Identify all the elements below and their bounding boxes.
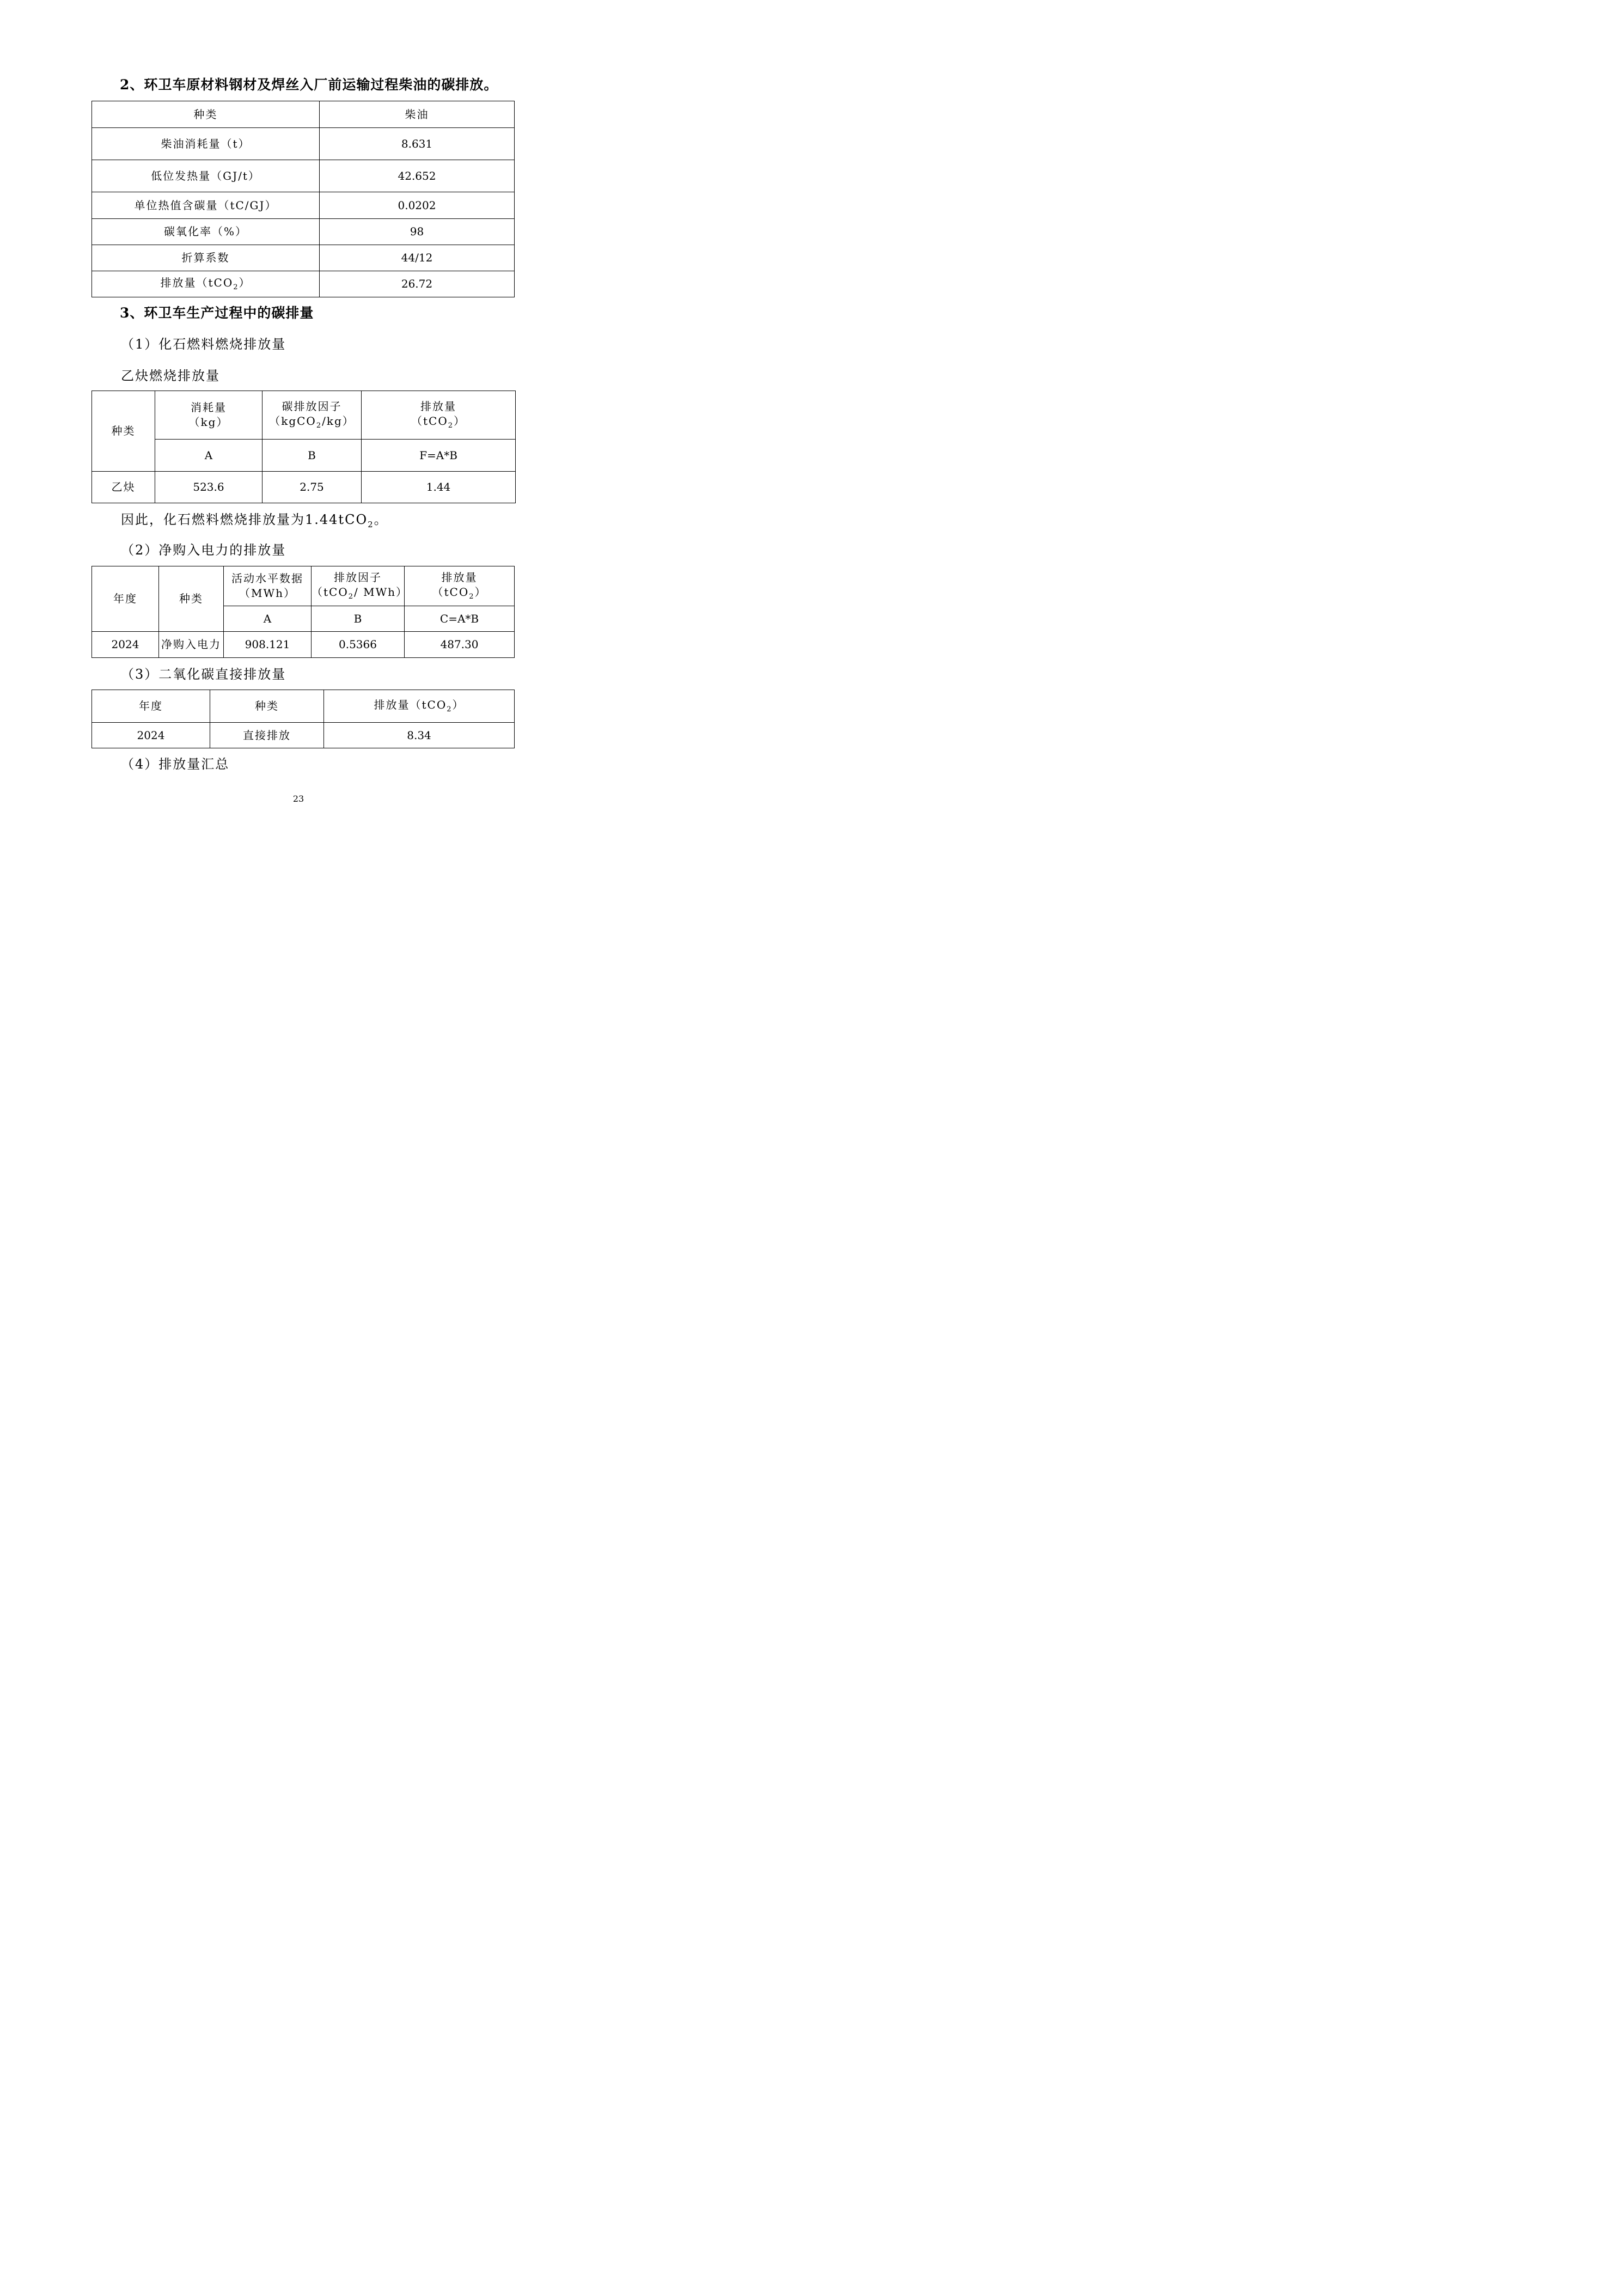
section-2-heading: 2、环卫车原材料钢材及焊丝入厂前运输过程柴油的碳排放。	[120, 77, 498, 93]
table-cell: 种类	[92, 101, 320, 128]
header-line: （kg）	[188, 416, 229, 429]
table-cell	[324, 690, 515, 723]
table-cell	[262, 391, 362, 440]
unit-text: 排放量（tCO	[374, 698, 447, 712]
subscript: 2	[448, 422, 454, 430]
conclusion-text: 因此，化石燃料燃烧排放量为1.44tCO	[121, 512, 368, 527]
table-cell: 乙炔	[92, 472, 155, 503]
table-cell: C=A*B	[405, 606, 515, 632]
table-cell: 0.5366	[312, 632, 405, 658]
header-line: 碳排放因子	[282, 400, 342, 413]
table-cell: 26.72	[320, 271, 515, 297]
header-line	[362, 414, 515, 431]
unit-text: /kg）	[322, 414, 355, 428]
header-line	[312, 585, 408, 602]
table-cell: 柴油	[320, 101, 515, 128]
table-cell: 2024	[92, 632, 159, 658]
header-line: 排放量	[420, 400, 456, 413]
table-cell: B	[262, 440, 362, 472]
table-cell: 2024	[92, 723, 210, 748]
emission-label-end: ）	[239, 276, 251, 290]
header-line: 消耗量	[191, 401, 227, 414]
table-cell: 碳氧化率（%）	[92, 219, 320, 245]
conclusion-end: 。	[374, 512, 388, 527]
table-row	[92, 391, 516, 440]
acetylene-emission-table	[91, 391, 516, 503]
subscript: 2	[368, 519, 374, 529]
table-cell: 单位热值含碳量（tC/GJ）	[92, 192, 320, 219]
table-cell: 折算系数	[92, 245, 320, 271]
unit-text: （tCO	[432, 586, 469, 599]
table-row	[92, 440, 516, 472]
table-cell: A	[224, 606, 312, 632]
table-cell: 1.44	[362, 472, 516, 503]
acetylene-caption: 乙炔燃烧排放量	[121, 368, 220, 383]
table-cell: 8.34	[324, 723, 515, 748]
subscript: 2	[469, 593, 475, 601]
table-cell: 年度	[92, 566, 159, 632]
table-row	[92, 472, 516, 503]
section-3-heading: 3、环卫车生产过程中的碳排量	[120, 305, 314, 321]
subscript: 2	[348, 593, 355, 601]
unit-text: （tCO	[312, 586, 349, 599]
table-row	[92, 160, 515, 192]
table-cell: 523.6	[155, 472, 262, 503]
subsection-3-title: （3）二氧化碳直接排放量	[121, 667, 286, 682]
fossil-fuel-conclusion	[121, 509, 388, 529]
table-cell: 年度	[92, 690, 210, 723]
direct-emission-table	[91, 690, 515, 748]
page-number: 23	[292, 794, 304, 804]
table-row	[92, 271, 515, 297]
table-cell: 44/12	[320, 245, 515, 271]
unit-text: （tCO	[411, 414, 448, 428]
unit-text: / MWh）	[354, 586, 408, 599]
header-line: 排放量	[441, 571, 478, 584]
header-line	[262, 414, 361, 431]
subscript: 2	[233, 283, 239, 292]
table-row	[92, 632, 515, 658]
table-cell: 98	[320, 219, 515, 245]
table-row	[92, 192, 515, 219]
diesel-emission-table	[91, 101, 515, 297]
table-cell: 柴油消耗量（t）	[92, 128, 320, 160]
subscript: 2	[447, 705, 453, 714]
table-cell: 42.652	[320, 160, 515, 192]
table-cell: 种类	[92, 391, 155, 472]
table-cell: B	[312, 606, 405, 632]
table-row	[92, 566, 515, 606]
table-cell	[312, 566, 408, 606]
table-cell: 0.0202	[320, 192, 515, 219]
subsection-2-title: （2）净购入电力的排放量	[121, 542, 286, 558]
unit-text: ）	[452, 698, 465, 712]
table-cell: 2.75	[262, 472, 362, 503]
table-cell: A	[155, 440, 262, 472]
table-row	[92, 245, 515, 271]
table-cell: 种类	[159, 566, 224, 632]
table-cell: 8.631	[320, 128, 515, 160]
subsection-4-title: （4）排放量汇总	[121, 757, 230, 772]
table-cell: 直接排放	[210, 723, 324, 748]
table-cell: 908.121	[224, 632, 312, 658]
unit-text: （kgCO	[269, 414, 316, 428]
electricity-emission-table	[91, 566, 515, 658]
table-cell: 低位发热量（GJ/t）	[92, 160, 320, 192]
table-cell: F=A*B	[362, 440, 516, 472]
table-cell: 净购入电力	[159, 632, 224, 658]
table-cell	[362, 391, 516, 440]
table-cell	[92, 271, 320, 297]
table-row	[92, 128, 515, 160]
table-cell	[155, 391, 262, 440]
header-line	[405, 585, 514, 602]
header-line: 活动水平数据	[231, 572, 303, 585]
table-row	[92, 101, 515, 128]
subscript: 2	[316, 422, 322, 430]
unit-text: ）	[474, 586, 487, 599]
table-cell: 487.30	[405, 632, 515, 658]
subsection-1-title: （1）化石燃料燃烧排放量	[121, 337, 286, 352]
table-row	[92, 690, 515, 723]
table-row	[92, 219, 515, 245]
header-line: 排放因子	[334, 571, 382, 584]
table-cell: 种类	[210, 690, 324, 723]
header-line: （MWh）	[239, 587, 296, 600]
table-row	[92, 723, 515, 748]
unit-text: ）	[454, 414, 466, 428]
table-cell	[224, 566, 312, 606]
table-cell	[405, 566, 515, 606]
emission-label: 排放量（tCO	[160, 276, 234, 290]
